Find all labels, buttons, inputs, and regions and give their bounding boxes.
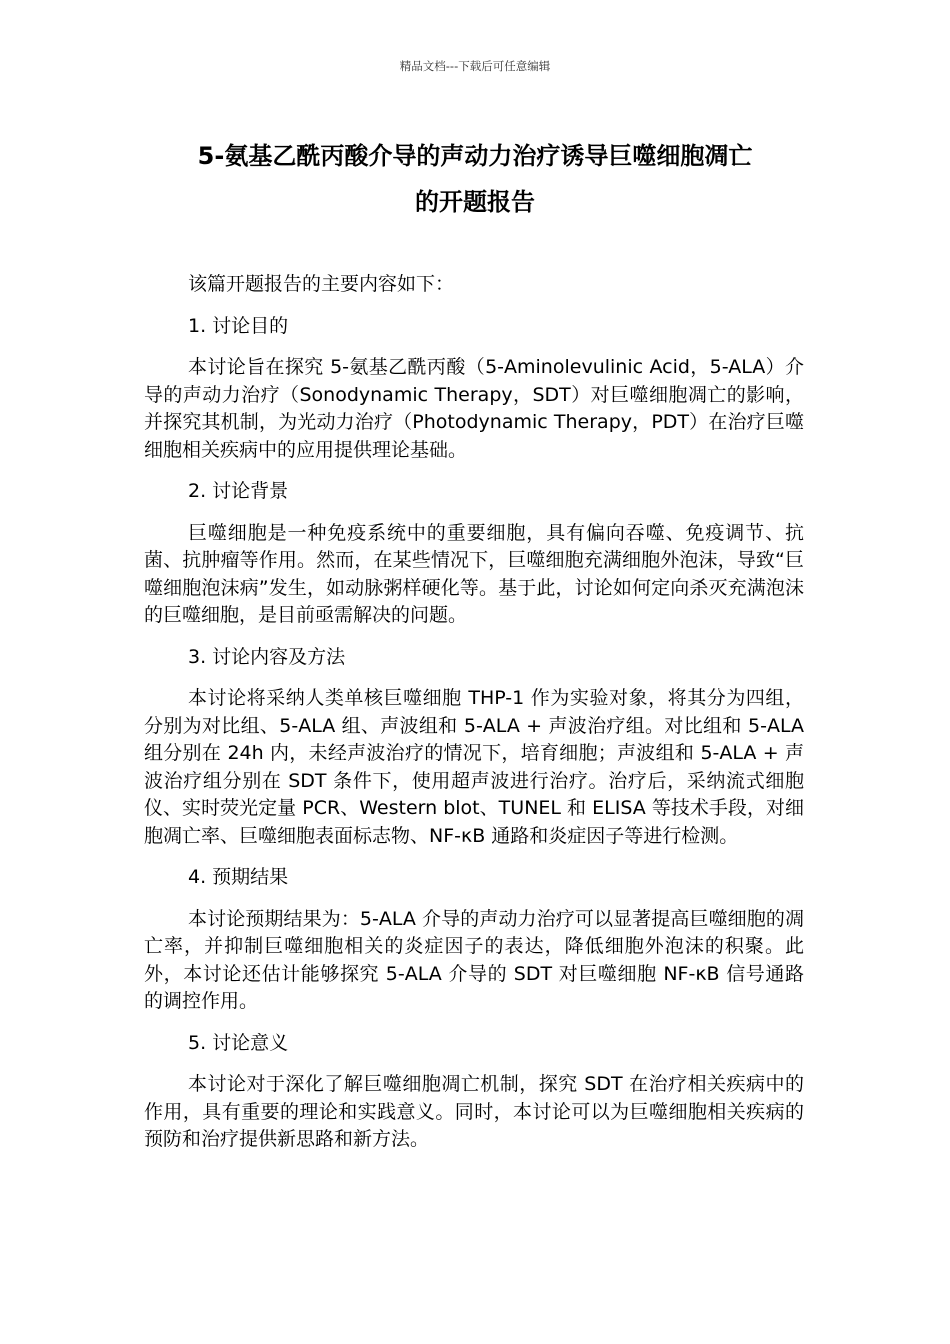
document-body <box>144 271 804 1168</box>
section-heading-purpose: 1. 讨论目的 <box>188 314 289 337</box>
section-text-significance: 本讨论对于深化了解巨噬细胞凋亡机制，探究 SDT 在治疗相关疾病中的作用，具有重要的理论和实践意义。同时，本讨论可以为巨噬细胞相关疾病的预防和治疗提供新思路和新方法。 <box>144 1073 804 1150</box>
section-text-purpose: 本讨论旨在探究 5-氨基乙酰丙酸（5-Aminolevulinic Acid，5-ALA）介导的声动力治疗（Sonodynamic Therapy，SDT）对巨噬细胞凋亡的影响，并探究其机制，为光动力治疗（Photodynamic Therapy，PDT）在治疗巨噬细胞相关疾病中的应用提供理论基础。 <box>144 356 804 461</box>
section-heading-background: 2. 讨论背景 <box>188 480 289 502</box>
intro-paragraph: 该篇开题报告的主要内容如下： <box>188 273 455 295</box>
title-line-1: 5-氨基乙酰丙酸介导的声动力治疗诱导巨噬细胞凋亡 <box>197 142 753 170</box>
section-heading-expected-results: 4. 预期结果 <box>188 866 289 888</box>
header-note: 精品文档---下载后可任意编辑 <box>399 59 551 73</box>
section-heading-methods: 3. 讨论内容及方法 <box>188 645 346 668</box>
section-heading-significance: 5. 讨论意义 <box>188 1031 289 1054</box>
section-text-methods: 本讨论将采纳人类单核巨噬细胞 THP-1 作为实验对象，将其分为四组，分别为对比组、5-ALA 组、声波组和 5-ALA + 声波治疗组。对比组和 5-ALA 组分别在 24h 内，未经声波治疗的情况下，培育细胞；声波组和 5-ALA + 声波治疗组分别在 SDT 条件下，使用超声波进行治疗。治疗后，采纳流式细胞仪、实时荧光定量 PCR、Western blot、TUNEL 和 ELISA 等技术手段，对细胞凋亡率、巨噬细胞表面标志物、NF-κB 通路和炎症因子等进行检测。 <box>144 687 804 847</box>
section-text-background: 巨噬细胞是一种免疫系统中的重要细胞，具有偏向吞噬、免疫调节、抗菌、抗肿瘤等作用。然而，在某些情况下，巨噬细胞充满细胞外泡沫，导致“巨噬细胞泡沫病”发生，如动脉粥样硬化等。基于此，讨论如何定向杀灭充满泡沫的巨噬细胞，是目前亟需解决的问题。 <box>144 521 804 626</box>
title-line-2: 的开题报告 <box>415 188 535 216</box>
page-title <box>130 133 820 225</box>
section-text-expected-results: 本讨论预期结果为：5-ALA 介导的声动力治疗可以显著提高巨噬细胞的凋亡率，并抑制巨噬细胞相关的炎症因子的表达，降低细胞外泡沫的积聚。此外，本讨论还估计能够探究 5-ALA 介导的 SDT 对巨噬细胞 NF-κB 信号通路的调控作用。 <box>144 907 804 1012</box>
